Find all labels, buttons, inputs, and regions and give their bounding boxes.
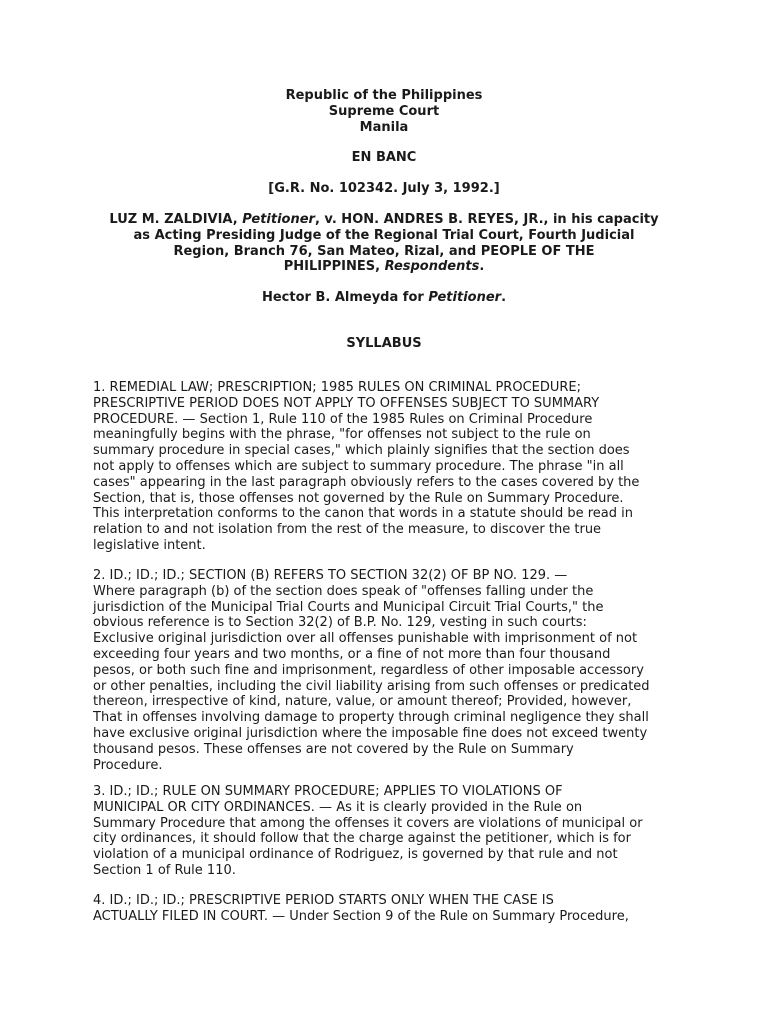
- paragraph-line: That in offenses involving damage to property through criminal negligence they shall: [93, 710, 649, 726]
- paragraph-line: MUNICIPAL OR CITY ORDINANCES. — As it is clearly provided in the Rule on: [93, 799, 583, 815]
- paragraph-line: city ordinances, it should follow that the charge against the petitioner, which is for: [93, 831, 631, 847]
- syllabus-paragraph-2: [93, 568, 693, 773]
- court-line: Supreme Court: [328, 103, 440, 119]
- paragraph-line: relation to and not isolation from the rest of the measure, to discover the true: [93, 522, 602, 538]
- paragraph-line: meaningfully begins with the phrase, "for offenses not subject to the rule on: [93, 427, 591, 443]
- counsel-text: Hector B. Almeyda for: [261, 290, 429, 305]
- paragraph-line: have exclusive original jurisdiction where the imposable fine does not exceed twenty: [93, 725, 648, 741]
- paragraph-line: Summary Procedure that among the offenses it covers are violations of municipal or: [93, 815, 643, 831]
- case-caption: [0, 212, 768, 275]
- paragraph-line: 1. REMEDIAL LAW; PRESCRIPTION; 1985 RULES ON CRIMINAL PROCEDURE;: [93, 380, 582, 395]
- respondents-label: Respondents: [384, 259, 480, 275]
- caption-line-4: [0, 259, 768, 275]
- caption-line-1: [0, 212, 768, 228]
- paragraph-line: Section, that is, those offenses not governed by the Rule on Summary Procedure.: [93, 490, 624, 506]
- paragraph-line: 2. ID.; ID.; ID.; SECTION (B) REFERS TO SECTION 32(2) OF BP NO. 129. —: [93, 568, 568, 583]
- country-line: Republic of the Philippines: [285, 88, 483, 103]
- paragraph-line: Section 1 of Rule 110.: [93, 862, 236, 878]
- paragraph-line: summary procedure in special cases," which plainly signifies that the section does: [93, 443, 630, 459]
- caption-text: LUZ M. ZALDIVIA,: [109, 212, 243, 227]
- caption-text: PHILIPPINES,: [283, 259, 385, 275]
- caption-line-3: Region, Branch 76, San Mateo, Rizal, and PEOPLE OF THE: [173, 243, 595, 259]
- court-header: [0, 88, 768, 135]
- case-number: [G.R. No. 102342. July 3, 1992.]: [268, 181, 500, 196]
- caption-line-2: as Acting Presiding Judge of the Regional Trial Court, Fourth Judicial: [133, 227, 635, 243]
- paragraph-line: Exclusive original jurisdiction over all offenses punishable with imprisonment of not: [93, 631, 638, 647]
- paragraph-line: pesos, or both such fine and imprisonment, regardless of other imposable accessory: [93, 662, 644, 678]
- caption-text: , v. HON. ANDRES B. REYES, JR., in his capacity: [314, 212, 659, 227]
- paragraph-line: cases" appearing in the last paragraph obviously refers to the cases covered by the: [93, 474, 640, 490]
- paragraph-line: exceeding four years and two months, or a fine of not more than four thousand: [93, 646, 611, 662]
- paragraph-line: not apply to offenses which are subject to summary procedure. The phrase "in all: [93, 458, 624, 474]
- division-line: EN BANC: [351, 150, 417, 165]
- counsel-text: .: [501, 290, 507, 305]
- syllabus-paragraph-4: [93, 893, 693, 925]
- paragraph-line: obvious reference is to Section 32(2) of B.P. No. 129, vesting in such courts:: [93, 615, 587, 631]
- paragraph-line: Where paragraph (b) of the section does speak of "offenses falling under the: [93, 583, 594, 599]
- caption-text: .: [479, 259, 485, 275]
- paragraph-line: 3. ID.; ID.; RULE ON SUMMARY PROCEDURE; APPLIES TO VIOLATIONS OF: [93, 784, 563, 799]
- counsel-line: [0, 290, 768, 306]
- syllabus-heading: SYLLABUS: [346, 336, 422, 351]
- paragraph-line: Procedure.: [93, 757, 163, 773]
- paragraph-line: PRESCRIPTIVE PERIOD DOES NOT APPLY TO OFFENSES SUBJECT TO SUMMARY: [93, 395, 600, 411]
- petitioner-label: Petitioner: [242, 212, 315, 227]
- paragraph-line: This interpretation conforms to the canon that words in a statute should be read in: [93, 506, 633, 522]
- paragraph-line: violation of a municipal ordinance of Rodriguez, is governed by that rule and not: [93, 847, 618, 863]
- paragraph-line: 4. ID.; ID.; ID.; PRESCRIPTIVE PERIOD STARTS ONLY WHEN THE CASE IS: [93, 893, 554, 908]
- syllabus-paragraph-3: [93, 784, 693, 879]
- city-line: Manila: [359, 119, 409, 135]
- syllabus-paragraph-1: [93, 380, 693, 554]
- paragraph-line: or other penalties, including the civil liability arising from such offenses or predicated: [93, 678, 650, 694]
- paragraph-line: ACTUALLY FILED IN COURT. — Under Section 9 of the Rule on Summary Procedure,: [93, 908, 629, 924]
- paragraph-line: thereon, irrespective of kind, nature, value, or amount thereof; Provided, however,: [93, 694, 632, 710]
- paragraph-line: legislative intent.: [93, 537, 206, 553]
- paragraph-line: PROCEDURE. — Section 1, Rule 110 of the 1985 Rules on Criminal Procedure: [93, 411, 593, 427]
- paragraph-line: jurisdiction of the Municipal Trial Courts and Municipal Circuit Trial Courts," the: [93, 599, 604, 615]
- counsel-role: Petitioner: [428, 290, 502, 305]
- paragraph-line: thousand pesos. These offenses are not covered by the Rule on Summary: [93, 741, 574, 757]
